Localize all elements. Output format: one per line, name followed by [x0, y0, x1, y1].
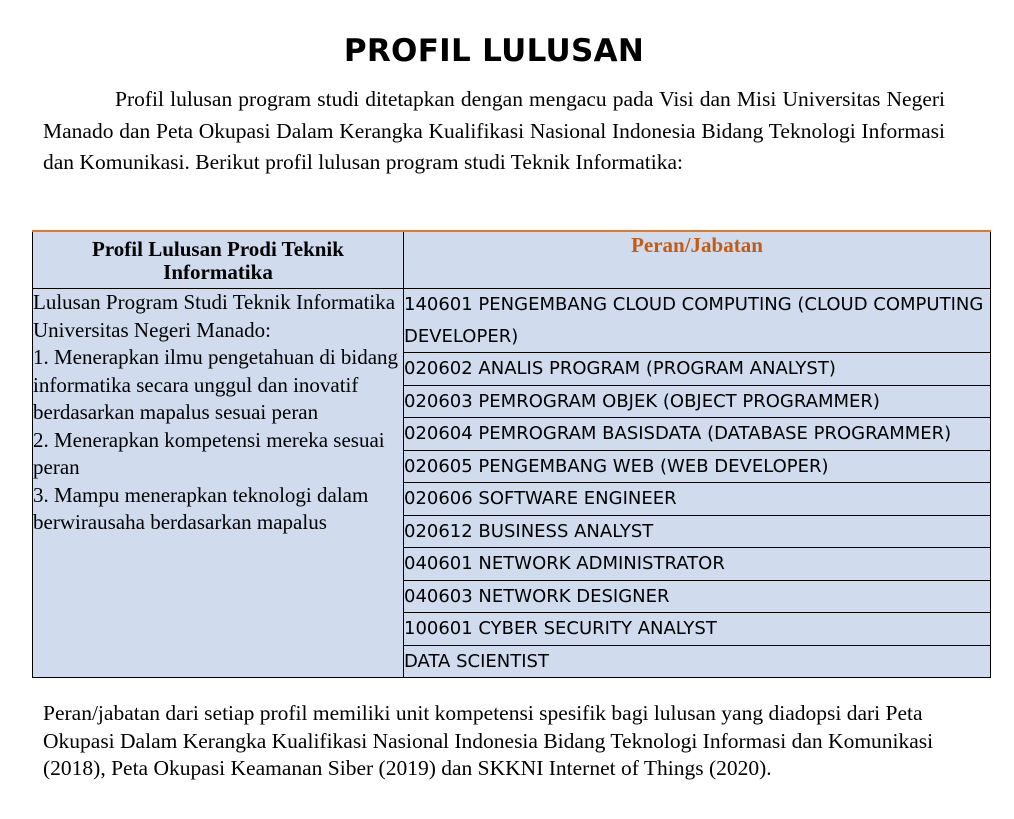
- closing-paragraph: Peran/jabatan dari setiap profil memiliki unit kompetensi spesifik bagi lulusan yang diadopsi dari Peta Okupasi Dalam Kerangka Kualifikasi Nasional Indonesia Bidang Teknologi Informasi dan Komunikasi (2018), Peta Okupasi Keamanan Siber (2019) dan SKKNI Internet of Things (2020).: [43, 701, 934, 780]
- header-role-label: Peran/Jabatan: [631, 233, 763, 257]
- role-cell: 020612 BUSINESS ANALYST: [404, 515, 991, 548]
- profile-description-cell: [33, 289, 404, 678]
- header-profile-label: Profil Lulusan Prodi Teknik Informatika: [92, 237, 344, 284]
- role-cell: 020603 PEMROGRAM OBJEK (OBJECT PROGRAMMER): [404, 385, 991, 418]
- table-header-row: [33, 231, 991, 289]
- profile-table: [32, 230, 991, 678]
- table-row: [33, 289, 991, 353]
- role-cell: 140601 PENGEMBANG CLOUD COMPUTING (CLOUD COMPUTING DEVELOPER): [404, 289, 991, 353]
- profile-point-1: 1. Menerapkan ilmu pengetahuan di bidang informatika secara unggul dan inovatif berdasarkan mapalus sesuai peran: [33, 345, 399, 424]
- role-cell: 100601 CYBER SECURITY ANALYST: [404, 613, 991, 646]
- role-cell: 020602 ANALIS PROGRAM (PROGRAM ANALYST): [404, 353, 991, 386]
- role-cell: 020604 PEMROGRAM BASISDATA (DATABASE PROGRAMMER): [404, 418, 991, 451]
- role-cell: DATA SCIENTIST: [404, 645, 991, 678]
- profile-point-2: 2. Menerapkan kompetensi mereka sesuai peran: [33, 427, 385, 479]
- intro-paragraph: Profil lulusan program studi ditetapkan dengan mengacu pada Visi dan Misi Universitas Negeri Manado dan Peta Okupasi Dalam Kerangka Kualifikasi Nasional Indonesia Bidang Teknologi Informasi dan Komunikasi. Berikut profil lulusan program studi Teknik Informatika:: [43, 87, 945, 174]
- profile-point-3: 3. Mampu menerapkan teknologi dalam berwirausaha berdasarkan mapalus: [33, 482, 369, 534]
- page-title: PROFIL LULUSAN: [343, 32, 645, 69]
- header-role-cell: [404, 231, 991, 289]
- profile-intro-text: Lulusan Program Studi Teknik Informatika Universitas Negeri Manado:: [33, 290, 396, 342]
- role-cell: 040603 NETWORK DESIGNER: [404, 580, 991, 613]
- role-cell: 020605 PENGEMBANG WEB (WEB DEVELOPER): [404, 450, 991, 483]
- role-cell: 020606 SOFTWARE ENGINEER: [404, 483, 991, 516]
- role-cell: 040601 NETWORK ADMINISTRATOR: [404, 548, 991, 581]
- header-profile-cell: [33, 231, 404, 289]
